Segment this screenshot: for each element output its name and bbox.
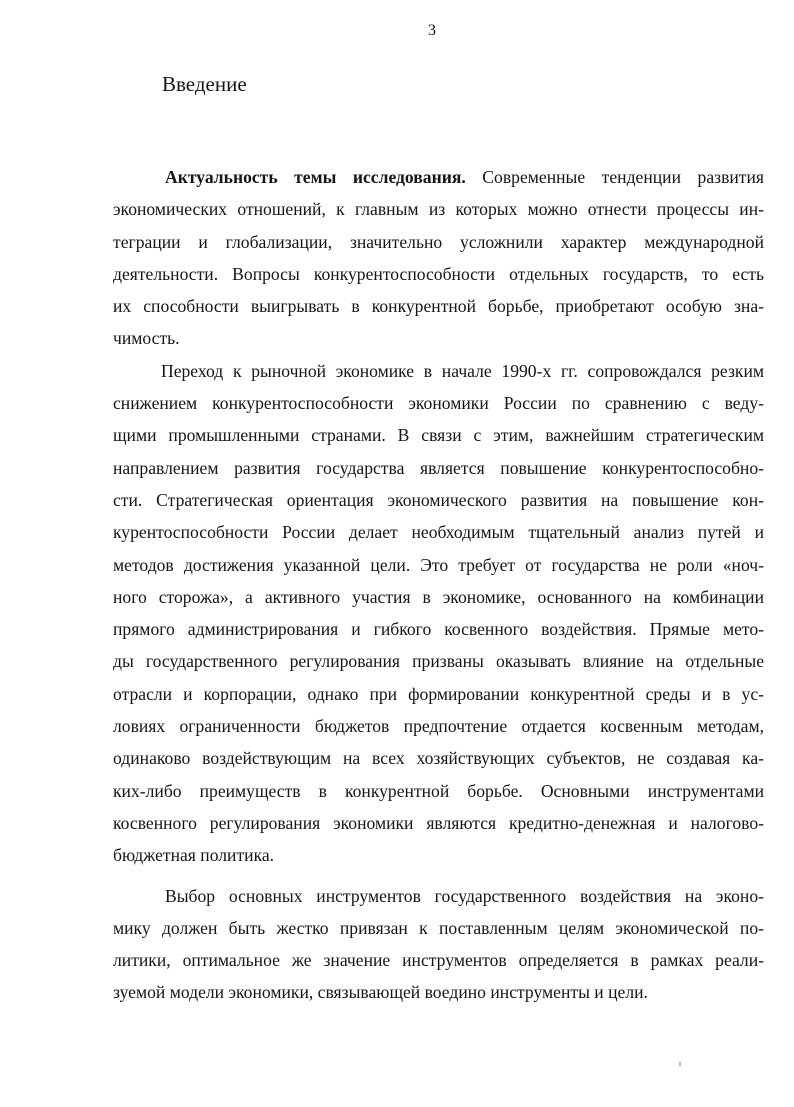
text-line: мику должен быть жестко привязан к поставленным целям экономической по- — [113, 917, 764, 938]
scan-artifact — [679, 1062, 681, 1066]
text-line: ловиях ограниченности бюджетов предпочтение отдается косвенным методам, — [113, 716, 764, 737]
text-line: ного сторожа», а активного участия в экономике, основанного на комбинации — [113, 586, 764, 607]
text-line: экономических отношений, к главным из которых можно отнести процессы ин- — [113, 199, 764, 220]
text-line: отрасли и корпорации, однако при формировании конкурентной среды и в ус- — [113, 683, 764, 704]
paragraph-gap — [113, 872, 764, 880]
text-line — [113, 161, 764, 193]
text-line: Выбор основных инструментов государственного воздействия на эконо- — [165, 885, 764, 906]
text-line: теграции и глобализации, значительно усложнили характер международной — [113, 231, 764, 252]
text-line: бюджетная политика. — [113, 845, 275, 866]
lead-bold-phrase: Актуальность темы исследования. — [165, 167, 466, 187]
text-line: сти. Стратегическая ориентация экономического развития на повышение кон- — [113, 489, 764, 510]
text-line: литики, оптимальное же значение инструментов определяется в рамках реали- — [113, 950, 764, 971]
text-line: снижением конкурентоспособности экономики России по сравнению с веду- — [113, 393, 764, 414]
text-segment: Современные тенденции развития — [465, 167, 764, 187]
text-line: деятельности. Вопросы конкурентоспособности отдельных государств, то есть — [113, 263, 764, 284]
paragraph-transition — [113, 355, 764, 872]
page-number: 3 — [428, 22, 436, 39]
paragraph-relevance — [113, 161, 764, 355]
section-heading: Введение — [162, 72, 247, 96]
text-line: косвенного регулирования экономики являются кредитно-денежная и налогово- — [113, 812, 764, 833]
text-line: ды государственного регулирования призваны оказывать влияние на отдельные — [113, 651, 764, 672]
text-line: направлением развития государства является повышение конкурентоспособно- — [113, 457, 764, 478]
text-line: чимость. — [113, 328, 180, 349]
text-line: щими промышленными странами. В связи с этим, важнейшим стратегическим — [113, 425, 764, 446]
text-line: ких-либо преимуществ в конкурентной борьбе. Основными инструментами — [113, 780, 764, 801]
text-line: их способности выигрывать в конкурентной борьбе, приобретают особую зна- — [113, 296, 764, 317]
text-line: методов достижения указанной цели. Это требует от государства не роли «ноч- — [113, 554, 764, 575]
text-line: зуемой модели экономики, связывающей воедино инструменты и цели. — [113, 982, 648, 1003]
text-line: Переход к рыночной экономике в начале 1990-х гг. сопровождался резким — [161, 360, 764, 381]
body-text — [113, 161, 764, 1009]
paragraph-instruments — [113, 880, 764, 1009]
text-line: курентоспособности России делает необходимым тщательный анализ путей и — [113, 522, 764, 543]
text-line: одинаково воздействующим на всех хозяйствующих субъектов, не создавая ка- — [113, 748, 764, 769]
text-line: прямого администрирования и гибкого косвенного воздействия. Прямые мето- — [113, 619, 764, 640]
